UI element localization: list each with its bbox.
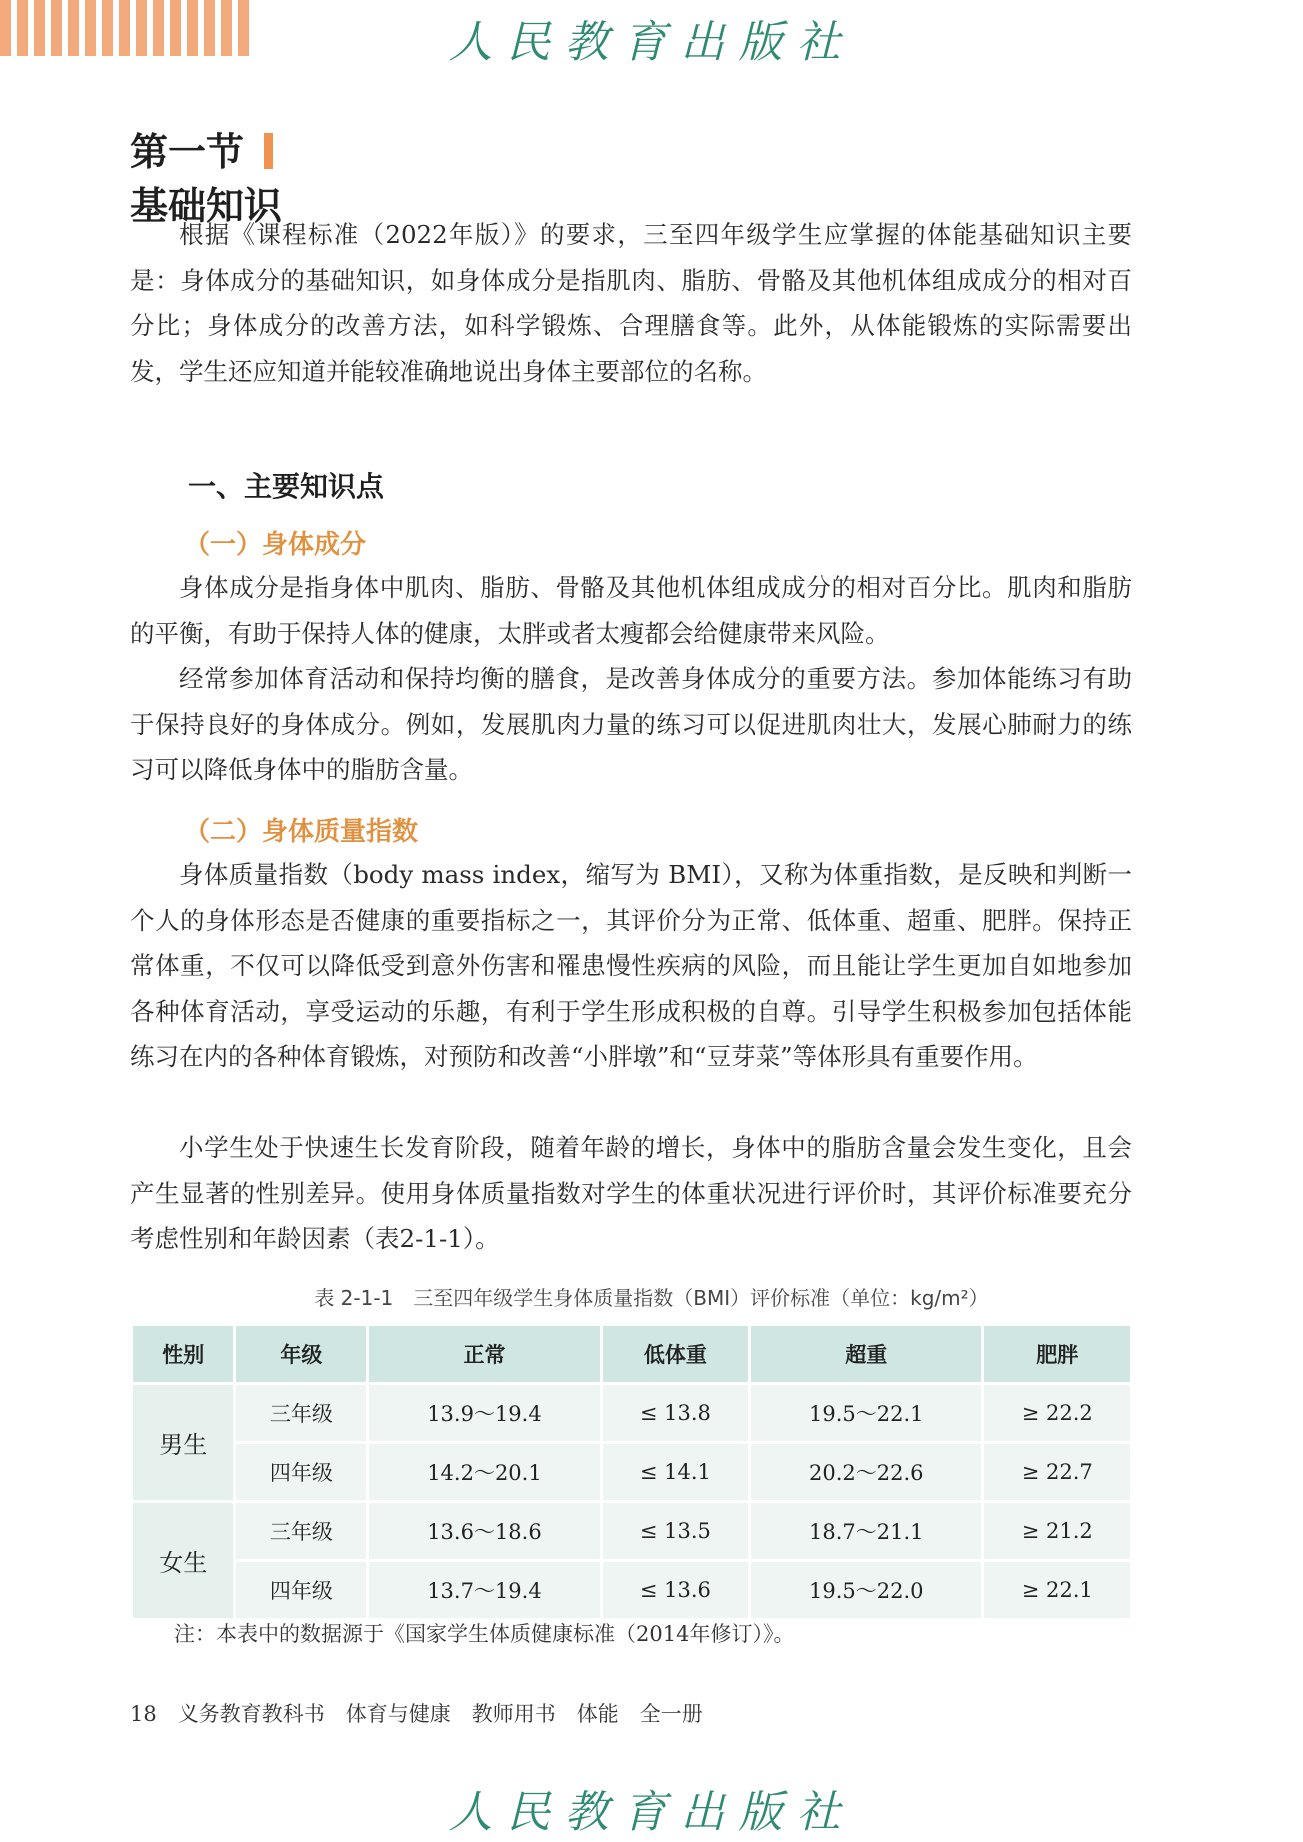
section-accent-bar xyxy=(264,133,273,169)
body-composition-paragraph-1: 身体成分是指身体中肌肉、脂肪、骨骼及其他机体组成成分的相对百分比。肌肉和脂肪的平衡，有助于保持人体的健康，太胖或者太瘦都会给健康带来风险。 xyxy=(130,573,1132,648)
header-overweight: 超重 xyxy=(750,1325,983,1384)
table-header-row xyxy=(132,1325,1132,1384)
grade-cell: 四年级 xyxy=(235,1561,368,1620)
section-number: 第一节 xyxy=(130,130,245,174)
overweight-cell: 20.2～22.6 xyxy=(750,1443,983,1502)
table-row xyxy=(132,1384,1132,1443)
bmi-table xyxy=(130,1323,1133,1621)
page-number: 18 xyxy=(130,1702,157,1726)
grade-cell: 三年级 xyxy=(235,1502,368,1561)
obese-cell: ≥ 22.2 xyxy=(983,1384,1132,1443)
bmi-paragraph-1: 身体质量指数（body mass index，缩写为 BMI），又称为体重指数，是反映和判断一个人的身体形态是否健康的重要指标之一，其评价分为正常、低体重、超重、肥胖。保持正常体重，不仅可以降低受到意外伤害和罹患慢性疾病的风险，而且能让学生更加自如地参加各种体育活动，享受运动的乐趣，有利于学生形成积极的自尊。引导学生积极参加包括体能练习在内的各种体育锻炼，对预防和改善“小胖墩”和“豆芽菜”等体形具有重要作用。 xyxy=(130,860,1132,1071)
normal-cell: 13.9～19.4 xyxy=(368,1384,601,1443)
heading-main-points: 一、主要知识点 xyxy=(188,470,385,503)
grade-cell: 四年级 xyxy=(235,1443,368,1502)
obese-cell: ≥ 22.1 xyxy=(983,1561,1132,1620)
grade-cell: 三年级 xyxy=(235,1384,368,1443)
bmi-paragraph-2: 小学生处于快速生长发育阶段，随着年龄的增长，身体中的脂肪含量会发生变化，且会产生显著的性别差异。使用身体质量指数对学生的体重状况进行评价时，其评价标准要充分考虑性别和年龄因素（表2-1-1）。 xyxy=(130,1133,1132,1253)
underweight-cell: ≤ 13.8 xyxy=(601,1384,749,1443)
body-composition-paragraph-2: 经常参加体育活动和保持均衡的膳食，是改善身体成分的重要方法。参加体能练习有助于保持良好的身体成分。例如，发展肌肉力量的练习可以促进肌肉壮大，发展心肺耐力的练习可以降低身体中的脂肪含量。 xyxy=(130,664,1132,784)
gender-cell: 女生 xyxy=(132,1502,235,1620)
header-normal: 正常 xyxy=(368,1325,601,1384)
page-footer xyxy=(130,1698,703,1728)
normal-cell: 13.6～18.6 xyxy=(368,1502,601,1561)
intro-paragraph: 根据《课程标准（2022年版）》的要求，三至四年级学生应掌握的体能基础知识主要是：身体成分的基础知识，如身体成分是指肌肉、脂肪、骨骼及其他机体组成成分的相对百分比；身体成分的改善方法，如科学锻炼、合理膳食等。此外，从体能锻炼的实际需要出发，学生还应知道并能较准确地说出身体主要部位的名称。 xyxy=(130,220,1132,386)
book-title: 义务教育教科书 体育与健康 教师用书 体能 全一册 xyxy=(177,1702,703,1726)
underweight-cell: ≤ 14.1 xyxy=(601,1443,749,1502)
table-caption: 表 2-1-1 三至四年级学生身体质量指数（BMI）评价标准（单位：kg/m²） xyxy=(314,1286,989,1310)
header-obese: 肥胖 xyxy=(983,1325,1132,1384)
obese-cell: ≥ 22.7 xyxy=(983,1443,1132,1502)
subheading-bmi: （二）身体质量指数 xyxy=(184,817,419,847)
table-row xyxy=(132,1502,1132,1561)
overweight-cell: 19.5～22.0 xyxy=(750,1561,983,1620)
underweight-cell: ≤ 13.6 xyxy=(601,1561,749,1620)
table-row xyxy=(132,1443,1132,1502)
header-underweight: 低体重 xyxy=(601,1325,749,1384)
header-grade: 年级 xyxy=(235,1325,368,1384)
table-note: 注：本表中的数据源于《国家学生体质健康标准（2014年修订）》。 xyxy=(174,1622,795,1646)
overweight-cell: 19.5～22.1 xyxy=(750,1384,983,1443)
table-row xyxy=(132,1561,1132,1620)
normal-cell: 14.2～20.1 xyxy=(368,1443,601,1502)
normal-cell: 13.7～19.4 xyxy=(368,1561,601,1620)
publisher-logo-bottom: 人民教育出版社 xyxy=(448,1787,855,1838)
section-title: 基础知识 xyxy=(130,184,283,228)
obese-cell: ≥ 21.2 xyxy=(983,1502,1132,1561)
underweight-cell: ≤ 13.5 xyxy=(601,1502,749,1561)
publisher-logo-top: 人民教育出版社 xyxy=(448,17,855,68)
subheading-body-composition: （一）身体成分 xyxy=(184,530,367,560)
gender-cell: 男生 xyxy=(132,1384,235,1502)
header-gender: 性别 xyxy=(132,1325,235,1384)
overweight-cell: 18.7～21.1 xyxy=(750,1502,983,1561)
